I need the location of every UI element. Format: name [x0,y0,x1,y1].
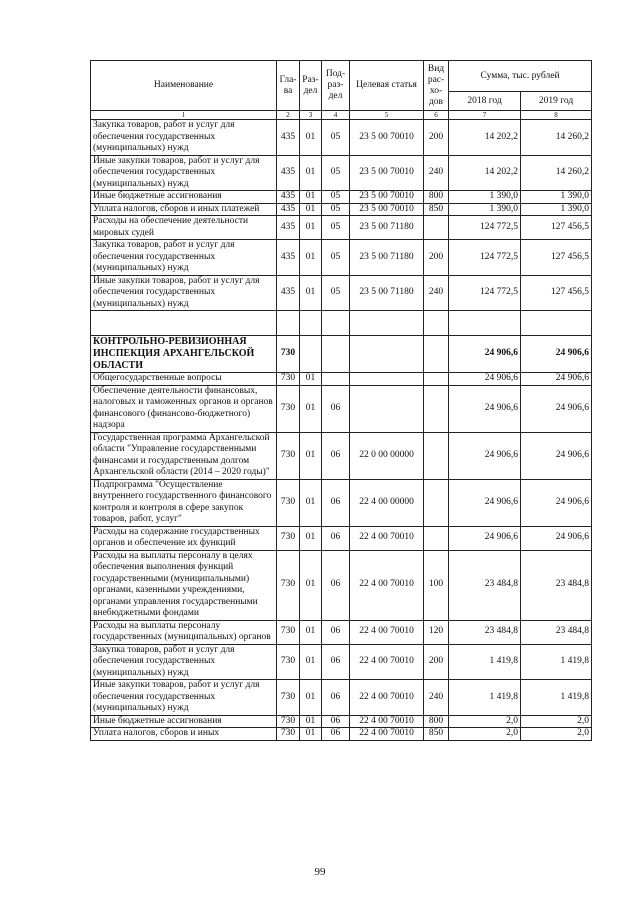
table-row [91,644,592,680]
empty-cell [322,311,350,336]
empty-cell [449,311,521,336]
table-row [91,203,592,216]
cell-target: 23 5 00 70010 [350,203,424,216]
cell-sum-2018: 1 390,0 [449,203,521,216]
table-row [91,479,592,526]
table-row [91,373,592,386]
cell-sum-2018: 2,0 [449,715,521,728]
cell-target: 22 4 00 70010 [350,620,424,644]
table-row [91,728,592,741]
cell-sum-2019: 14 260,2 [521,120,592,156]
cell-vid [424,373,449,386]
header-podrazdel: Под-раз-дел [322,61,350,111]
cell-vid: 850 [424,728,449,741]
cell-target [350,336,424,373]
cell-name: Государственная программа Архангельской области "Управление государственными финансами и государственным долгом Архангельской области (2014 – 2020 годы)" [91,432,277,479]
cell-name: Общегосударственные вопросы [91,373,277,386]
cell-sum-2019: 24 906,6 [521,479,592,526]
cell-sum-2018: 1 419,8 [449,680,521,716]
cell-razdel: 01 [300,203,322,216]
cell-target: 23 5 00 71180 [350,216,424,240]
cell-target: 23 5 00 70010 [350,155,424,191]
table-row [91,526,592,550]
cell-podrazdel: 06 [322,620,350,644]
header-name: Наименование [91,61,277,111]
cell-vid: 120 [424,620,449,644]
cell-sum-2019: 1 390,0 [521,203,592,216]
cell-podrazdel: 05 [322,191,350,204]
cell-sum-2019: 24 906,6 [521,373,592,386]
cell-vid: 240 [424,155,449,191]
cell-target [350,385,424,432]
cell-razdel: 01 [300,526,322,550]
cell-vid [424,526,449,550]
cell-glava: 730 [277,385,300,432]
cell-glava: 435 [277,240,300,276]
cell-podrazdel: 05 [322,155,350,191]
column-number: 8 [521,111,592,120]
cell-podrazdel: 05 [322,120,350,156]
cell-target: 22 0 00 00000 [350,432,424,479]
cell-glava: 730 [277,715,300,728]
column-number: 1 [91,111,277,120]
cell-razdel: 01 [300,385,322,432]
cell-sum-2018: 24 906,6 [449,526,521,550]
cell-target: 22 4 00 70010 [350,644,424,680]
header-glava: Гла-ва [277,61,300,111]
cell-sum-2018: 1 419,8 [449,644,521,680]
cell-podrazdel: 06 [322,644,350,680]
cell-vid [424,216,449,240]
cell-target: 22 4 00 00000 [350,479,424,526]
cell-sum-2019: 2,0 [521,728,592,741]
cell-sum-2018: 24 906,6 [449,385,521,432]
table-row [91,191,592,204]
cell-name: КОНТРОЛЬНО-РЕВИЗИОННАЯ ИНСПЕКЦИЯ АРХАНГЕЛЬСКОЙ ОБЛАСТИ [91,336,277,373]
cell-razdel: 01 [300,373,322,386]
cell-podrazdel: 05 [322,203,350,216]
cell-vid: 850 [424,203,449,216]
cell-glava: 730 [277,680,300,716]
cell-name: Иные закупки товаров, работ и услуг для обеспечения государственных (муниципальных) нужд [91,275,277,311]
cell-razdel: 01 [300,644,322,680]
cell-name: Расходы на содержание государственных органов и обеспечение их функций [91,526,277,550]
cell-razdel: 01 [300,120,322,156]
cell-vid: 800 [424,715,449,728]
cell-razdel: 01 [300,680,322,716]
empty-cell [350,311,424,336]
cell-vid [424,479,449,526]
cell-podrazdel: 05 [322,216,350,240]
table-header [91,61,592,120]
cell-vid: 800 [424,191,449,204]
section-header-row [91,336,592,373]
header-razdel: Раз-дел [300,61,322,111]
cell-name: Уплата налогов, сборов и иных платежей [91,203,277,216]
cell-name: Иные закупки товаров, работ и услуг для обеспечения государственных (муниципальных) нужд [91,680,277,716]
cell-sum-2019: 24 906,6 [521,432,592,479]
cell-sum-2018: 24 906,6 [449,432,521,479]
cell-podrazdel [322,373,350,386]
cell-sum-2018: 24 906,6 [449,479,521,526]
cell-sum-2018: 124 772,5 [449,216,521,240]
cell-glava: 730 [277,728,300,741]
cell-sum-2019: 127 456,5 [521,240,592,276]
cell-vid: 100 [424,550,449,620]
cell-glava: 435 [277,275,300,311]
cell-name: Иные бюджетные ассигнования [91,191,277,204]
cell-sum-2018: 1 390,0 [449,191,521,204]
cell-podrazdel [322,336,350,373]
cell-glava: 730 [277,479,300,526]
cell-razdel: 01 [300,191,322,204]
cell-sum-2019: 24 906,6 [521,526,592,550]
table-row [91,715,592,728]
cell-podrazdel: 06 [322,550,350,620]
header-vid: Вид рас-хо-дов [424,61,449,111]
cell-target: 23 5 00 71180 [350,240,424,276]
cell-sum-2019: 127 456,5 [521,275,592,311]
cell-podrazdel: 06 [322,526,350,550]
cell-target: 23 5 00 71180 [350,275,424,311]
empty-cell [424,311,449,336]
cell-sum-2018: 24 906,6 [449,373,521,386]
cell-name: Расходы на выплаты персоналу государственных (муниципальных) органов [91,620,277,644]
cell-sum-2019: 14 260,2 [521,155,592,191]
cell-target: 22 4 00 70010 [350,550,424,620]
cell-target [350,373,424,386]
cell-name: Иные закупки товаров, работ и услуг для обеспечения государственных (муниципальных) нужд [91,155,277,191]
table-row [91,275,592,311]
empty-cell [521,311,592,336]
cell-razdel: 01 [300,275,322,311]
cell-sum-2018: 124 772,5 [449,275,521,311]
table-row [91,216,592,240]
table-row [91,240,592,276]
table-row [91,155,592,191]
cell-glava: 435 [277,216,300,240]
cell-name: Обеспечение деятельности финансовых, налоговых и таможенных органов и органов финансового (финансово-бюджетного) надзора [91,385,277,432]
cell-razdel: 01 [300,240,322,276]
cell-glava: 435 [277,155,300,191]
empty-cell [300,311,322,336]
column-number: 6 [424,111,449,120]
cell-name: Расходы на обеспечение деятельности мировых судей [91,216,277,240]
cell-podrazdel: 05 [322,240,350,276]
cell-name: Подпрограмма "Осуществление внутреннего государственного финансового контроля и контроля в сфере закупок товаров, работ, услуг" [91,479,277,526]
empty-cell [91,311,277,336]
cell-razdel: 01 [300,432,322,479]
table-row [91,432,592,479]
table-row [91,550,592,620]
cell-podrazdel: 06 [322,432,350,479]
cell-vid [424,336,449,373]
cell-razdel: 01 [300,550,322,620]
cell-name: Закупка товаров, работ и услуг для обеспечения государственных (муниципальных) нужд [91,120,277,156]
cell-glava: 730 [277,432,300,479]
page-number: 99 [314,866,326,878]
table-row [91,385,592,432]
cell-sum-2018: 2,0 [449,728,521,741]
cell-vid: 240 [424,275,449,311]
cell-sum-2019: 24 906,6 [521,385,592,432]
cell-target: 22 4 00 70010 [350,680,424,716]
column-number: 4 [322,111,350,120]
cell-name: Закупка товаров, работ и услуг для обеспечения государственных (муниципальных) нужд [91,644,277,680]
cell-razdel [300,336,322,373]
column-number: 3 [300,111,322,120]
column-number: 5 [350,111,424,120]
cell-razdel: 01 [300,620,322,644]
cell-razdel: 01 [300,728,322,741]
spacer-row [91,311,592,336]
cell-name: Иные бюджетные ассигнования [91,715,277,728]
cell-sum-2019: 24 906,6 [521,336,592,373]
cell-name: Расходы на выплаты персоналу в целях обеспечения выполнения функций государственными (муниципальными) органами, казенными учреждениями, органами управления государственными внебюджетными фондами [91,550,277,620]
table-row [91,680,592,716]
cell-name: Закупка товаров, работ и услуг для обеспечения государственных (муниципальных) нужд [91,240,277,276]
cell-target: 22 4 00 70010 [350,526,424,550]
cell-target: 23 5 00 70010 [350,191,424,204]
table-row [91,120,592,156]
budget-table [90,60,592,741]
cell-podrazdel: 06 [322,385,350,432]
cell-glava: 730 [277,550,300,620]
header-year-2018: 2018 год [449,92,521,111]
cell-vid [424,385,449,432]
cell-glava: 730 [277,373,300,386]
cell-sum-2019: 1 419,8 [521,680,592,716]
cell-vid: 200 [424,240,449,276]
cell-vid: 200 [424,120,449,156]
cell-podrazdel: 06 [322,715,350,728]
cell-sum-2018: 14 202,2 [449,155,521,191]
cell-glava: 730 [277,644,300,680]
header-sum: Сумма, тыс. рублей [449,61,592,92]
cell-sum-2018: 14 202,2 [449,120,521,156]
cell-glava: 730 [277,620,300,644]
table-body [91,120,592,741]
cell-sum-2019: 1 390,0 [521,191,592,204]
cell-glava: 435 [277,120,300,156]
cell-sum-2019: 127 456,5 [521,216,592,240]
cell-razdel: 01 [300,715,322,728]
cell-podrazdel: 06 [322,479,350,526]
column-number-row [91,111,592,120]
cell-podrazdel: 05 [322,275,350,311]
cell-sum-2018: 124 772,5 [449,240,521,276]
column-number: 7 [449,111,521,120]
cell-sum-2018: 23 484,8 [449,620,521,644]
cell-sum-2019: 23 484,8 [521,550,592,620]
cell-name: Уплата налогов, сборов и иных [91,728,277,741]
cell-vid: 240 [424,680,449,716]
cell-vid: 200 [424,644,449,680]
cell-target: 23 5 00 70010 [350,120,424,156]
cell-razdel: 01 [300,479,322,526]
table-row [91,620,592,644]
cell-razdel: 01 [300,216,322,240]
cell-glava: 730 [277,526,300,550]
cell-glava: 730 [277,336,300,373]
cell-podrazdel: 06 [322,728,350,741]
cell-vid [424,432,449,479]
header-year-2019: 2019 год [521,92,592,111]
cell-sum-2018: 24 906,6 [449,336,521,373]
header-target: Целевая статья [350,61,424,111]
cell-sum-2019: 1 419,8 [521,644,592,680]
cell-razdel: 01 [300,155,322,191]
cell-glava: 435 [277,191,300,204]
cell-target: 22 4 00 70010 [350,728,424,741]
cell-sum-2019: 2,0 [521,715,592,728]
cell-sum-2019: 23 484,8 [521,620,592,644]
cell-target: 22 4 00 70010 [350,715,424,728]
empty-cell [277,311,300,336]
cell-podrazdel: 06 [322,680,350,716]
cell-glava: 435 [277,203,300,216]
cell-sum-2018: 23 484,8 [449,550,521,620]
column-number: 2 [277,111,300,120]
